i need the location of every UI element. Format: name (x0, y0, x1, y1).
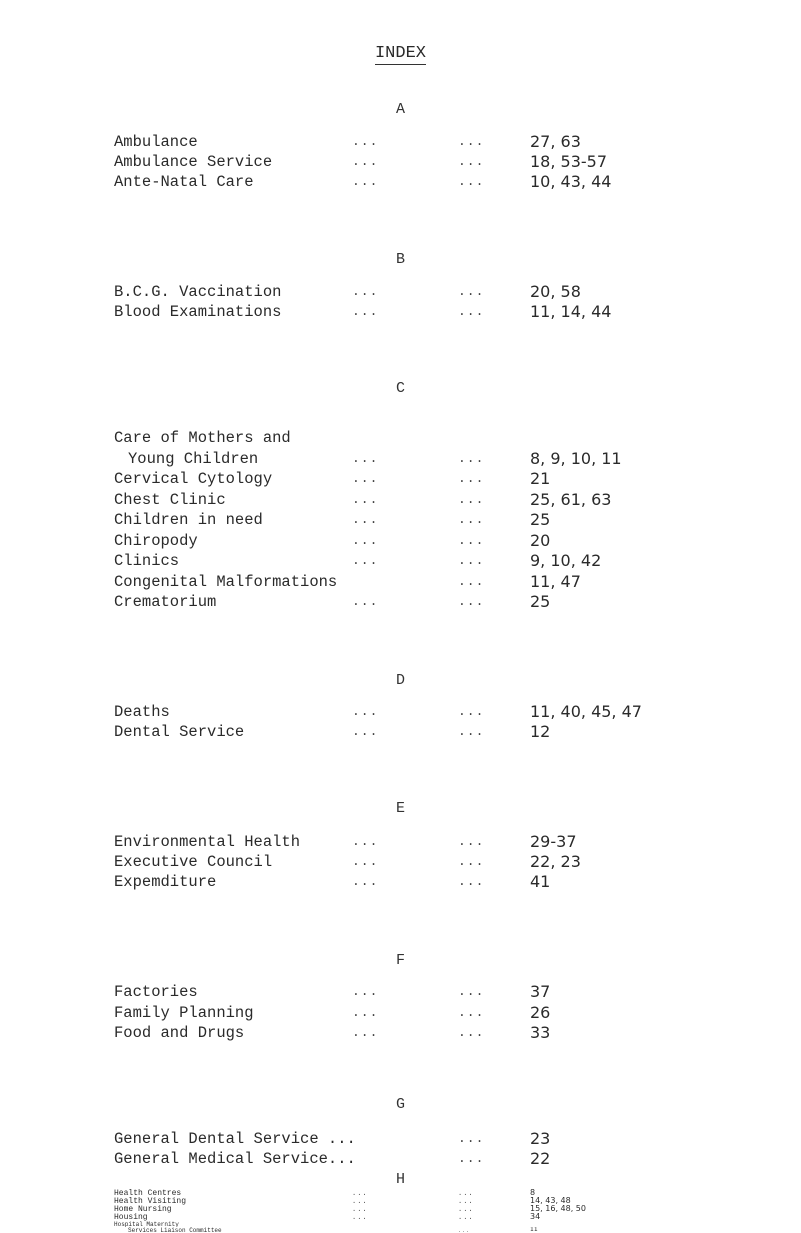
section-letter-d: D (395, 672, 405, 689)
leader-dots: ... (458, 1198, 474, 1205)
leader-dots: ... (458, 154, 485, 169)
leader-dots: ... (458, 492, 485, 507)
entry-pages: 21 (530, 469, 551, 488)
entry-label: Health Centres (114, 1189, 182, 1197)
leader-dots: ... (352, 553, 379, 568)
entry-label: Ambulance (114, 133, 198, 151)
leader-dots: ... (352, 984, 379, 999)
entry-pages: 22 (530, 1149, 551, 1168)
entry-pages: 23 (530, 1129, 551, 1148)
entry-pages: 8 (530, 1189, 536, 1197)
entry-pages: 20 (530, 531, 551, 550)
leader-dots: ... (458, 533, 485, 548)
entry-pages: 29-37 (530, 832, 577, 851)
leader-dots: ... (458, 1025, 485, 1040)
leader-dots: ... (458, 1228, 471, 1233)
leader-dots: ... (352, 471, 379, 486)
entry-label: Expemditure (114, 873, 217, 891)
leader-dots: ... (352, 533, 379, 548)
leader-dots: ... (458, 594, 485, 609)
index-entry (0, 133, 801, 153)
index-entry (0, 593, 801, 613)
entry-pages: 34 (530, 1213, 541, 1221)
index-entry (0, 853, 801, 873)
section-letter-h: H (395, 1171, 405, 1188)
entry-label: Housing (114, 1213, 148, 1221)
entry-label: Crematorium (114, 593, 217, 611)
entry-label: Ante-Natal Care (114, 173, 254, 191)
entry-label: Ambulance Service (114, 153, 273, 171)
entry-pages: 11, 47 (530, 572, 581, 591)
leader-dots: ... (352, 1005, 379, 1020)
entry-label: Care of Mothers and (114, 429, 291, 447)
entry-label: Chest Clinic (114, 491, 226, 509)
index-entry (0, 1004, 801, 1024)
section-letter-f: F (395, 952, 405, 969)
index-entry (0, 1213, 801, 1221)
entry-pages: 14, 43, 48 (530, 1197, 571, 1205)
leader-dots: ... (458, 834, 485, 849)
index-entry (0, 1205, 801, 1213)
index-entry (0, 703, 801, 723)
entry-label: Chiropody (114, 532, 198, 550)
leader-dots: ... (352, 154, 379, 169)
entry-pages: 15, 16, 48, 50 (530, 1205, 586, 1213)
entry-label: Executive Council (114, 853, 273, 871)
entry-pages: 33 (530, 1023, 551, 1042)
index-entry (0, 552, 801, 572)
entry-pages: 10, 43, 44 (530, 172, 612, 191)
index-entry (0, 283, 801, 303)
section-letter-g: G (395, 1096, 405, 1113)
entry-label: General Dental Service ... (114, 1130, 356, 1148)
entry-label: Cervical Cytology (114, 470, 273, 488)
entry-label: Dental Service (114, 723, 245, 741)
leader-dots: ... (458, 174, 485, 189)
leader-dots: ... (352, 704, 379, 719)
leader-dots: ... (458, 451, 485, 466)
entry-label: Family Planning (114, 1004, 254, 1022)
leader-dots: ... (352, 854, 379, 869)
section-letter-c: C (395, 380, 405, 397)
entry-label: General Medical Service... (114, 1150, 356, 1168)
index-entry (0, 491, 801, 511)
leader-dots: ... (352, 512, 379, 527)
leader-dots: ... (352, 594, 379, 609)
leader-dots: ... (458, 704, 485, 719)
leader-dots: ... (458, 553, 485, 568)
leader-dots: ... (352, 284, 379, 299)
entry-label: Children in need (114, 511, 263, 529)
entry-pages: 22, 23 (530, 852, 581, 871)
index-entry (0, 1024, 801, 1044)
entry-pages: 27, 63 (530, 132, 581, 151)
index-entry (0, 511, 801, 531)
entry-label: Congenital Malformations (114, 573, 338, 591)
leader-dots: ... (352, 1206, 368, 1213)
entry-pages: 11, 40, 45, 47 (530, 702, 642, 721)
page-title (0, 44, 801, 63)
index-entry (0, 173, 801, 193)
index-entry (0, 833, 801, 853)
leader-dots: ... (458, 1131, 485, 1146)
index-entry (0, 450, 801, 470)
entry-label: Blood Examinations (114, 303, 282, 321)
index-entry (0, 573, 801, 593)
index-entry (0, 303, 801, 323)
entry-pages: 26 (530, 1003, 551, 1022)
leader-dots: ... (458, 854, 485, 869)
index-heading: INDEX (374, 44, 426, 63)
index-entry (0, 153, 801, 173)
leader-dots: ... (352, 874, 379, 889)
leader-dots: ... (352, 1214, 368, 1221)
index-entry (0, 470, 801, 490)
leader-dots: ... (458, 512, 485, 527)
leader-dots: ... (458, 1005, 485, 1020)
entry-label: Young Children (128, 450, 259, 468)
entry-label: Services Liaison Committee (128, 1227, 222, 1233)
entry-label: Clinics (114, 552, 180, 570)
leader-dots: ... (352, 134, 379, 149)
leader-dots: ... (458, 1206, 474, 1213)
entry-pages: 20, 58 (530, 282, 581, 301)
section-letter-a: A (395, 101, 405, 118)
index-entry (0, 1227, 801, 1233)
leader-dots: ... (352, 1190, 368, 1197)
leader-dots: ... (458, 574, 485, 589)
index-entry (0, 429, 801, 449)
entry-label: Factories (114, 983, 198, 1001)
leader-dots: ... (458, 1214, 474, 1221)
index-entry (0, 1130, 801, 1150)
section-letter-e: E (395, 800, 405, 817)
entry-pages: 25 (530, 592, 551, 611)
entry-pages: 11 (530, 1227, 538, 1233)
section-letter-b: B (395, 251, 405, 268)
leader-dots: ... (458, 471, 485, 486)
leader-dots: ... (458, 304, 485, 319)
entry-pages: 9, 10, 42 (530, 551, 602, 570)
index-entry (0, 873, 801, 893)
leader-dots: ... (458, 1190, 474, 1197)
entry-label: Deaths (114, 703, 170, 721)
leader-dots: ... (458, 1151, 485, 1166)
entry-label: Health Visiting (114, 1197, 187, 1205)
index-entry (0, 1150, 801, 1170)
leader-dots: ... (458, 284, 485, 299)
entry-label: Home Nursing (114, 1205, 172, 1213)
leader-dots: ... (458, 724, 485, 739)
index-entry (0, 1197, 801, 1205)
entry-pages: 25, 61, 63 (530, 490, 612, 509)
leader-dots: ... (352, 724, 379, 739)
index-entry (0, 1189, 801, 1197)
leader-dots: ... (352, 492, 379, 507)
leader-dots: ... (352, 1025, 379, 1040)
leader-dots: ... (458, 874, 485, 889)
leader-dots: ... (352, 174, 379, 189)
index-entry (0, 532, 801, 552)
leader-dots: ... (352, 451, 379, 466)
entry-pages: 8, 9, 10, 11 (530, 449, 622, 468)
entry-pages: 25 (530, 510, 551, 529)
entry-label: Environmental Health (114, 833, 301, 851)
entry-pages: 37 (530, 982, 551, 1001)
leader-dots: ... (352, 834, 379, 849)
leader-dots: ... (458, 134, 485, 149)
entry-pages: 18, 53-57 (530, 152, 608, 171)
entry-pages: 41 (530, 872, 551, 891)
entry-label: Food and Drugs (114, 1024, 245, 1042)
entry-pages: 12 (530, 722, 551, 741)
entry-pages: 11, 14, 44 (530, 302, 612, 321)
entry-label: B.C.G. Vaccination (114, 283, 282, 301)
entry-label: Hospital Maternity (114, 1221, 179, 1227)
index-entry (0, 723, 801, 743)
leader-dots: ... (352, 304, 379, 319)
leader-dots: ... (352, 1198, 368, 1205)
index-entry (0, 983, 801, 1003)
leader-dots: ... (458, 984, 485, 999)
